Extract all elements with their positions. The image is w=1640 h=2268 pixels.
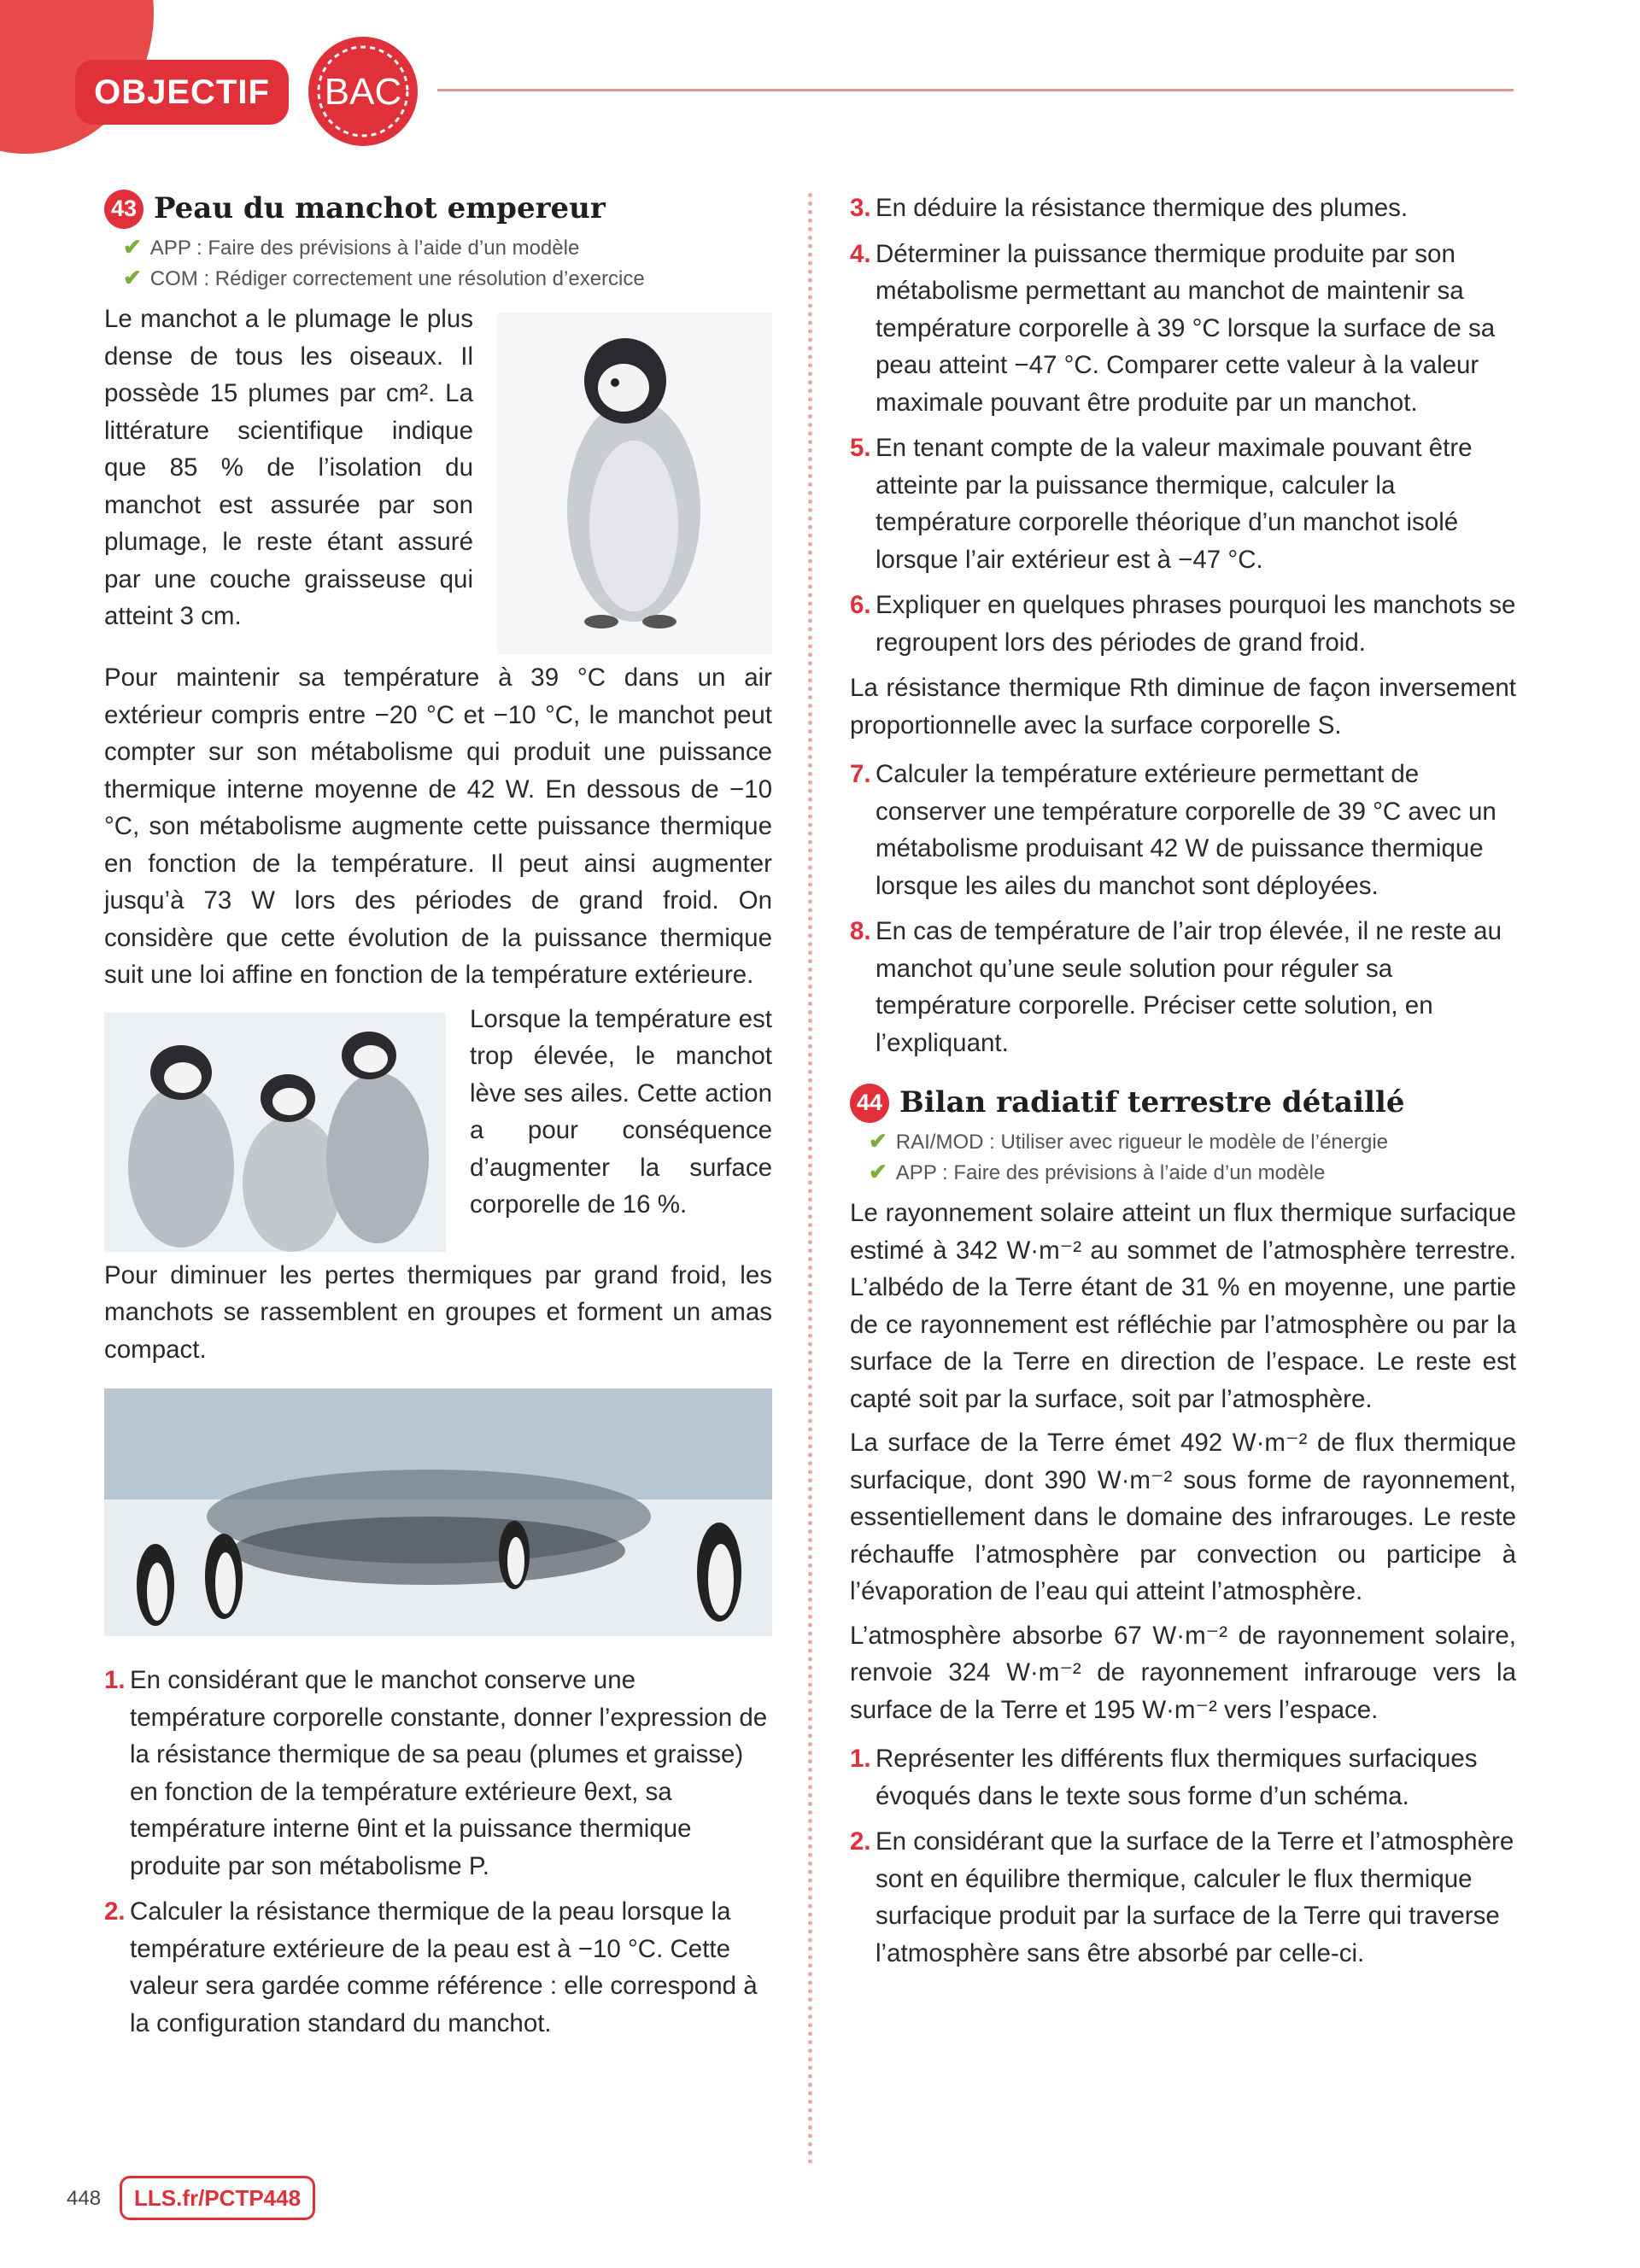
question-item: 7. Calculer la température extérieure permettant de conserver une température corporelle de 39 °C avec un métabolisme produisant 42 W de puissance thermique lorsque les ailes du manchot sont déployées. (850, 760, 1496, 900)
exercise-number: 44 (850, 1084, 889, 1123)
paragraph: Lorsque la température est trop élevée, le manchot lève ses ailes. Cette action a pour conséquence d’augmenter la surface corporelle de 16 %. (470, 1004, 772, 1219)
bac-label: BAC (324, 71, 402, 113)
exercise-44-header (850, 1084, 1516, 1123)
question-list (850, 190, 1516, 661)
competence-item: ✔ COM : Rédiger correctement une résolution d’exercice (123, 265, 645, 290)
penguin-chick-photo (497, 313, 772, 654)
question-list (850, 756, 1516, 1061)
bac-seal (306, 34, 420, 149)
paragraph: Le manchot a le plumage le plus dense de tous les oiseaux. Il possède 15 plumes par cm². La littérature scientifique indique que 85 % de l’isolation du manchot est assurée par son plumage, le reste étant assuré par une couche graisseuse qui atteint 3 cm. (104, 305, 473, 630)
paragraph: L’atmosphère absorbe 67 W·m⁻² de rayonnement solaire, renvoie 324 W·m⁻² de rayonnement infrarouge vers la surface de la Terre et 195 W·m⁻² vers l’espace. (850, 1621, 1516, 1724)
paragraph: Pour diminuer les pertes thermiques par grand froid, les manchots se rassemblent en groupes et forment un amas compact. (104, 1260, 772, 1364)
question-item: 3. En déduire la résistance thermique des plumes. (850, 194, 1409, 222)
check-icon: ✔ (123, 265, 142, 290)
header-rule (437, 89, 1514, 91)
right-column (850, 190, 1516, 1980)
check-icon: ✔ (123, 234, 142, 260)
question-item: 2. Calculer la résistance thermique de la peau lorsque la température extérieure de la peau est à −10 °C. Cette valeur sera gardée comme référence : elle correspond à la configuration standard du manchot. (104, 1897, 758, 2037)
question-item: 1. Représenter les différents flux thermiques surfaciques évoqués dans le texte sous forme d’un schéma. (850, 1745, 1478, 1810)
check-icon: ✔ (869, 1159, 887, 1184)
question-item: 6. Expliquer en quelques phrases pourquoi les manchots se regroupent lors des périodes de grand froid. (850, 591, 1516, 657)
question-list (850, 1740, 1516, 1972)
paragraph: La surface de la Terre émet 492 W·m⁻² de flux thermique surfacique, dont 390 W·m⁻² sous forme de rayonnement, essentiellement dans le domaine des infrarouges. Le reste réchauffe l’atmosphère par convection ou participe à l’évaporation de l’eau qui atteint l’atmosphère. (850, 1429, 1516, 1605)
question-item: 4. Déterminer la puissance thermique produite par son métabolisme permettant au manchot de maintenir sa température corporelle à 39 °C lorsque la surface de sa peau atteint −47 °C. Comparer cette valeur à la valeur maximale pouvant être produite par un manchot. (850, 239, 1496, 417)
penguin-colony-photo (104, 1388, 772, 1636)
exercise-number: 43 (104, 190, 144, 229)
paragraph: Pour maintenir sa température à 39 °C dans un air extérieur compris entre −20 °C et −10 °C, le manchot peut compter sur son métabolisme qui produit une puissance thermique interne moyenne de 42 W. En dessous de −10 °C, son métabolisme augmente cette puissance thermique en fonction de la température. Il peut ainsi augmenter jusqu’à 73 W lors des périodes de grand froid. On considère que cette évolution de la puissance thermique suit une loi affine en fonction de la température extérieure. (104, 663, 772, 989)
question-item: 8. En cas de température de l’air trop élevée, il ne reste au manchot qu’une seule solution pour réguler sa température corporelle. Préciser cette solution, en l’expliquant. (850, 917, 1502, 1057)
exercise-title: Peau du manchot empereur (154, 191, 606, 226)
competence-item: ✔ APP : Faire des prévisions à l’aide d’un modèle (869, 1159, 1326, 1184)
exercise-title: Bilan radiatif terrestre détaillé (899, 1085, 1405, 1120)
note-paragraph: La résistance thermique Rth diminue de façon inversement proportionnelle avec la surface corporelle S. (850, 674, 1516, 739)
column-separator (808, 193, 812, 2166)
page-number: 448 (67, 2187, 102, 2210)
competence-item: ✔ RAI/MOD : Utiliser avec rigueur le modèle de l’énergie (869, 1128, 1389, 1154)
check-icon: ✔ (869, 1128, 887, 1154)
question-item: 2. En considérant que la surface de la Terre et l’atmosphère sont en équilibre thermique, calculer le flux thermique surfacique produit par la surface de la Terre qui traverse l’atmosphère sans être absorbé par celle-ci. (850, 1827, 1514, 1967)
competence-item: ✔ APP : Faire des prévisions à l’aide d’un modèle (123, 234, 580, 260)
paragraph: Le rayonnement solaire atteint un flux thermique surfacique estimé à 342 W·m⁻² au sommet de l’atmosphère terrestre. L’albédo de la Terre étant de 31 % en moyenne, une partie de ce rayonnement est réfléchie par l’atmosphère ou par la surface de la Terre en direction de l’espace. Le reste est capté soit par la surface, soit par l’atmosphère. (850, 1199, 1516, 1413)
question-item: 5. En tenant compte de la valeur maximale pouvant être atteinte par la puissance thermique, calculer la température corporelle théorique d’un manchot isolé lorsque l’air extérieur est à −47 °C. (850, 434, 1473, 574)
penguin-chicks-group-photo (104, 1013, 446, 1252)
intro-block (104, 301, 772, 659)
exercise-43-header (104, 190, 772, 229)
question-item: 1. En considérant que le manchot conserve une température corporelle constante, donner l’expression de la résistance thermique de sa peau (plumes et graisse) en fonction de la température extérieure θext, sa température interne θint et la puissance thermique produite par son métabolisme P. (104, 1666, 768, 1880)
wings-block (104, 1001, 772, 1257)
objectif-badge: OBJECTIF (75, 60, 289, 125)
lls-link[interactable]: LLS.fr/PCTP448 (120, 2176, 315, 2220)
left-column (104, 190, 772, 2050)
question-list (104, 1662, 772, 2042)
